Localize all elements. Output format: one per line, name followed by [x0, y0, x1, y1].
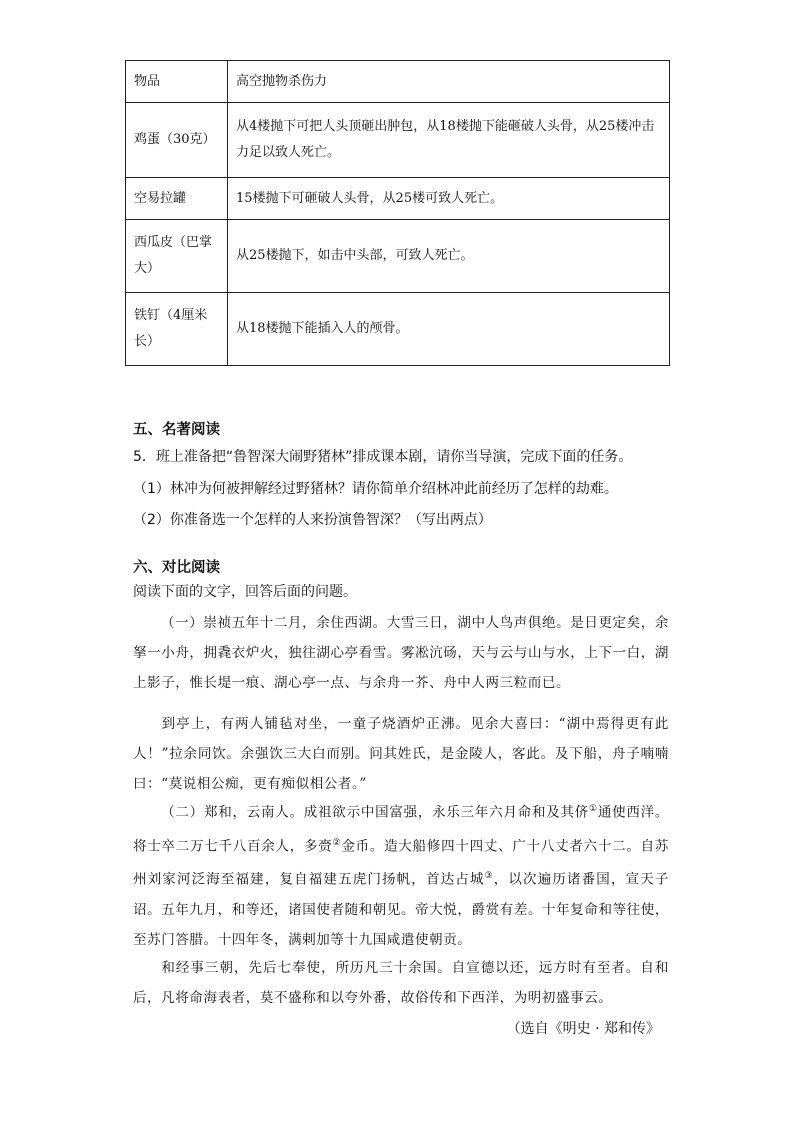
- section-title-classics: 五、名著阅读: [133, 422, 220, 438]
- passage-text: （一）崇祯五年十二月，余住西湖。大雪三日，湖中人鸟声俱绝。是日更定矣，余拏一小舟，拥毳衣炉火，独往湖心亭看雪。雾凇沆砀，天与云与山与水，上下一白，湖上影子，惟长堤一痕、湖心亭一点、与余舟一芥、舟中人两三粒而已。: [133, 615, 669, 691]
- question-5: 5．班上准备把“鲁智深大闹野猪林”排成课本剧，请你当导演，完成下面的任务。: [133, 449, 633, 465]
- passage-1-paragraph-2: [133, 709, 669, 799]
- passage-text: 到亭上，有两人铺毡对坐，一童子烧酒炉正沸。见余大喜曰：“湖中焉得更有此人！”拉余同饮。余强饮三大白而别。问其姓氏，是金陵人，客此。及下船，舟子喃喃曰：“莫说相公痴，更有痴似相公者。”: [133, 716, 669, 792]
- falling-object-table: [125, 60, 670, 366]
- question-5-part-1: （1）林冲为何被押解经过野猪林？请你简单介绍林冲此前经历了怎样的劫难。: [133, 481, 618, 497]
- passage-text: 金币。造大船修四十四丈、广十八丈者六十二。自苏州刘家河泛海至福建，复自福建五虎门扬帆，首达占城: [133, 838, 669, 888]
- table-row: [126, 103, 670, 178]
- passage-2-paragraph-2: [133, 953, 669, 1013]
- table-cell-item: 空易拉罐: [126, 178, 228, 220]
- passage-text: 和经事三朝，先后七奉使，所历凡三十余国。自宣德以还，远方时有至者。自和后，凡将命海表者，莫不盛称和以夸外番，故俗传和下西洋，为明初盛事云。: [133, 960, 669, 1006]
- table-cell-effect: 从4楼抛下可把人头顶砸出肿包，从18楼抛下能砸破人头骨，从25楼冲击力足以致人死亡。: [228, 103, 670, 178]
- footnote-marker: ②: [332, 837, 342, 848]
- section-title-comparative: 六、对比阅读: [133, 560, 220, 576]
- footnote-marker: ③: [484, 871, 494, 881]
- reading-instruction: 阅读下面的文字，回答后面的问题。: [133, 584, 357, 600]
- table-cell-effect: 15楼抛下可砸破人头骨，从25楼可致人死亡。: [228, 178, 670, 220]
- passage-2-paragraph-1: [133, 794, 669, 955]
- table-row: [126, 220, 670, 293]
- table-header-row: [126, 61, 670, 103]
- table-cell-item: 铁钉（4厘米长）: [126, 293, 228, 366]
- table-cell-effect: 从18楼抛下能插入人的颅骨。: [228, 293, 670, 366]
- passage-text: ，以次遍历诸番国，宣天子诏。五年九月，和等还，诸国使者随和朝见。帝大悦，爵赏有差。十年复命和等往使，至苏门答腊。十四年冬，满剌加等十九国咸遣使朝贡。: [133, 871, 669, 948]
- table-header-cell: 高空抛物杀伤力: [228, 61, 670, 103]
- footnote-marker: ①: [589, 804, 598, 814]
- passage-1-paragraph-1: [133, 608, 669, 698]
- table-cell-item: 鸡蛋（30克）: [126, 103, 228, 178]
- source-citation: （选自《明史 · 郑和传》: [506, 1021, 660, 1037]
- passage-text: 通使西洋。将士卒二万七千八百余人，多赍: [133, 804, 670, 854]
- table-row: [126, 293, 670, 366]
- question-5-part-2: （2）你准备选一个怎样的人来扮演鲁智深？（写出两点）: [133, 512, 492, 528]
- table-cell-effect: 从25楼抛下，如击中头部，可致人死亡。: [228, 220, 670, 293]
- table-row: [126, 178, 670, 220]
- table-cell-item: 西瓜皮（巴掌大）: [126, 220, 228, 293]
- table-header-cell: 物品: [126, 61, 228, 103]
- passage-text: （二）郑和，云南人。成祖欲示中国富强，永乐三年六月命和及其侪: [161, 804, 590, 821]
